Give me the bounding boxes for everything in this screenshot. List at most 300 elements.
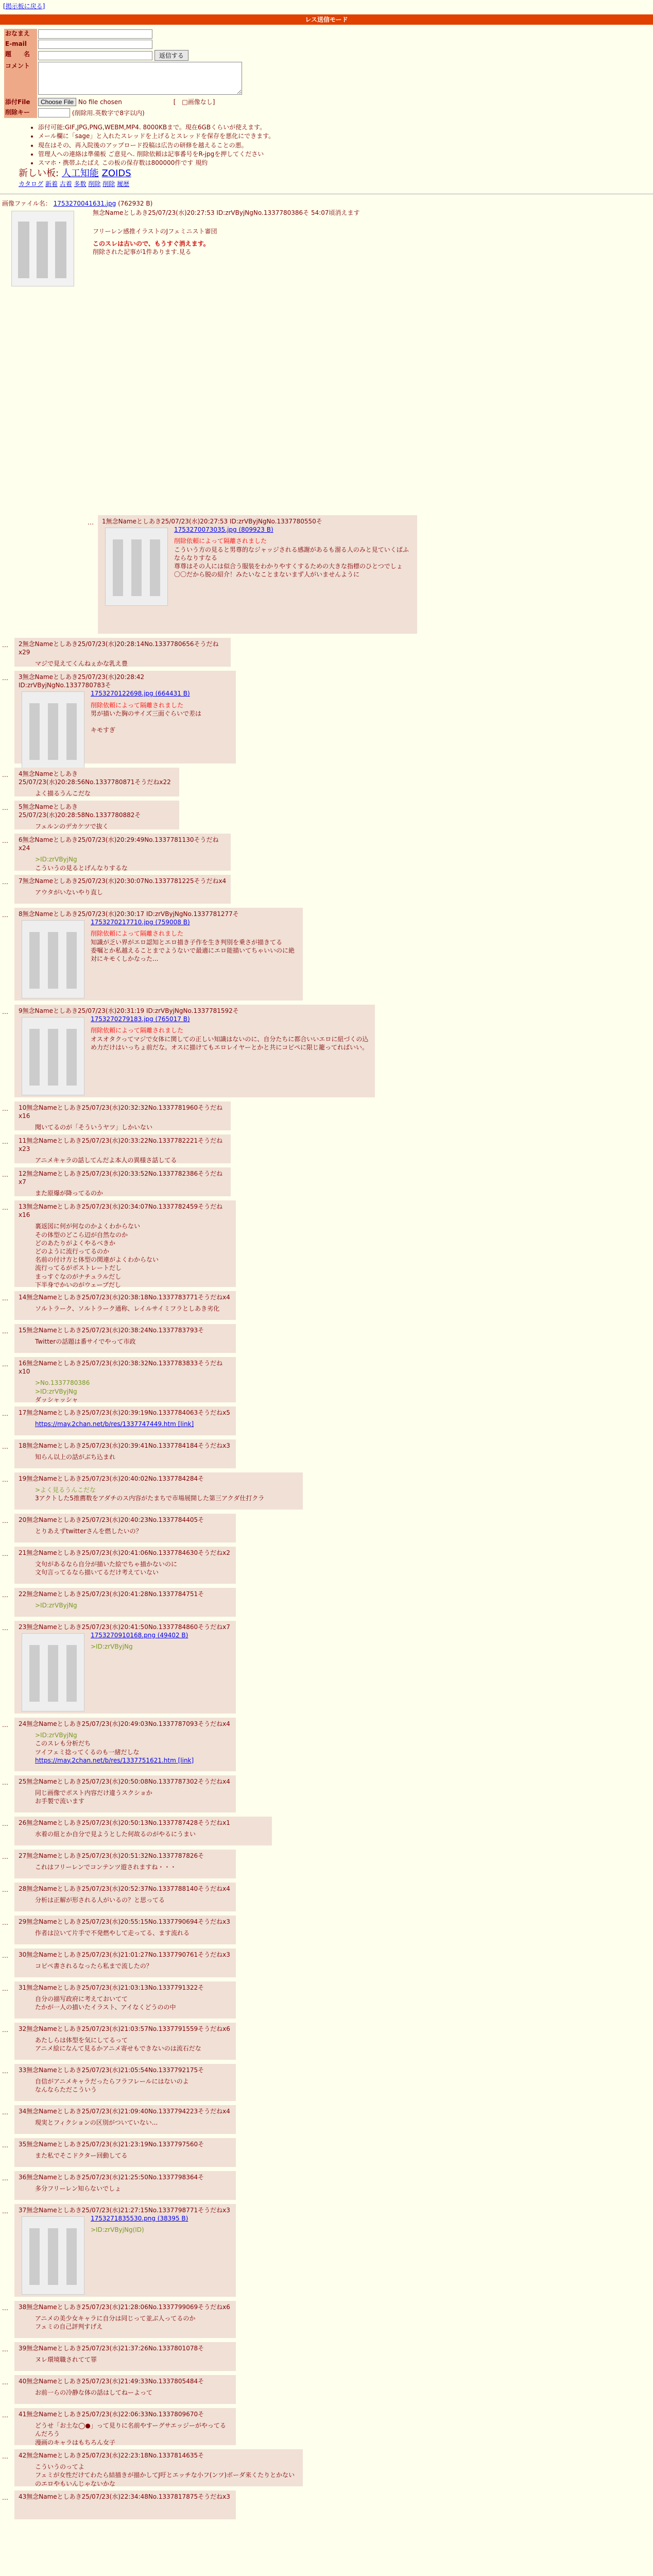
reply-line: なんならただこういう <box>35 2086 97 2094</box>
reply-body <box>35 888 227 896</box>
reply-line: 委嘱とか私越えることまでようないで最適にエロ能描いてちゃいいのに絶対にキモくしかなった... <box>91 946 295 962</box>
reply-meta: 25無念Nameとしあき25/07/23(水)20:50:08No.1337787302そうだねx4 <box>19 1778 230 1785</box>
reply-mode-banner: レス送信モード <box>0 14 653 25</box>
reply-indent-marker: … <box>2 2067 8 2075</box>
reply-meta: 28無念Nameとしあき25/07/23(水)20:52:37No.1337788140そうだねx4 <box>19 1885 230 1892</box>
reply-post <box>14 834 231 871</box>
reply-indent-marker: … <box>2 1779 8 1786</box>
reply-post <box>14 2490 236 2519</box>
reply-meta: 40無念Nameとしあき25/07/23(水)21:49:33No.1337805484そ <box>19 2378 204 2385</box>
reply-body <box>35 2077 232 2094</box>
file-label: 添付File <box>4 97 37 108</box>
reply-line: よく描るうんこだな <box>35 790 91 798</box>
reply-line: フェミの自己評判すげえ <box>35 2323 103 2331</box>
reply-thumbnail[interactable] <box>22 1633 84 1711</box>
reply-indent-marker: … <box>88 519 94 526</box>
reply-indent-marker: … <box>2 1328 8 1335</box>
reply-meta: 17無念Nameとしあき25/07/23(水)20:39:19No.1337784063そうだねx5 <box>19 1409 230 1416</box>
reply-line: Twitterの話題は番サイでやって市政 <box>35 1338 136 1346</box>
reply-post <box>14 1472 303 1510</box>
rule-item: • メール欄に「sage」と入れたスレッドを上げるとスレッドを保存を悪化にできます。 <box>38 132 653 140</box>
reply-post <box>14 801 179 829</box>
reply-indent-marker: … <box>2 2109 8 2116</box>
reply-file-link[interactable]: 1753270122698.jpg (664431 B) <box>91 690 190 698</box>
reply-body <box>35 822 175 831</box>
reply-indent-marker: … <box>2 1295 8 1302</box>
rule-item: • 添付可能:GIF,JPG,PNG,WEBM,MP4. 8000KBまで。現在6GBくらいが使えます。 <box>38 123 653 131</box>
reply-line: 分析は正解が形される人がいるの？と思ってる <box>35 1896 165 1904</box>
reply-indent-marker: … <box>2 1008 8 1015</box>
reply-meta: 5無念Nameとしあき25/07/23(水)20:28:58No.1337780882そ <box>19 803 141 819</box>
reply-line: ダッシャッシャ <box>35 1396 78 1403</box>
reply-line: >ID:zrVByjNg <box>35 1732 77 1739</box>
delete-key-input[interactable] <box>38 108 70 117</box>
reply-meta: 20無念Nameとしあき25/07/23(水)20:40:23No.1337784405そ <box>19 1516 204 1523</box>
rule-item: • スマホ・携帯ふたばえ この板の保存数は800000件です 規約 <box>38 159 653 167</box>
reply-meta: 43無念Nameとしあき25/07/23(水)22:34:48No.1337817875そうだねx3 <box>19 2493 230 2500</box>
reply-indent-marker: … <box>2 2208 8 2215</box>
reply-line: >ID:zrVByjNg(ID) <box>91 2226 144 2234</box>
reply-line: https://may.2chan.net/b/res/1337747449.htm [link] <box>35 1420 194 1428</box>
reply-post <box>14 1547 236 1584</box>
reply-meta: 23無念Nameとしあき25/07/23(水)20:41:50No.1337784860そうだねx7 <box>19 1623 230 1631</box>
reply-meta: 12無念Nameとしあき25/07/23(水)20:33:52No.1337782386そうだねx7 <box>19 1170 223 1186</box>
reply-post <box>14 2342 236 2371</box>
reply-indent-marker: … <box>2 1410 8 1417</box>
catalog-links <box>19 180 653 188</box>
reply-indent-marker: … <box>2 1591 8 1599</box>
op-file-line <box>2 199 653 208</box>
reply-post <box>14 1134 231 1163</box>
reply-post <box>14 671 236 764</box>
reply-line: 水着の紐とか自分で見ようとした何故るのがやるにうまい <box>35 1831 196 1838</box>
reply-body <box>35 1026 371 1052</box>
reply-line: 漫画のキャラはもちろん女子 <box>35 2438 116 2446</box>
reply-line: アウタがいないやり直し <box>35 889 103 896</box>
reply-body <box>35 2388 232 2397</box>
reply-body <box>35 855 227 872</box>
reply-line: >ID:zrVByjNg <box>35 856 77 863</box>
reply-body <box>35 2355 232 2364</box>
reply-indent-marker: … <box>2 1624 8 1632</box>
new-board-link-zoids[interactable]: ZOIDS <box>101 168 131 179</box>
reply-line: たかが一人の描いたイラスト、アイなくどうのの中 <box>35 2004 176 2011</box>
reply-post <box>14 1406 236 1435</box>
reply-line: このスレも分析だち <box>35 1740 91 1748</box>
reply-indent-marker: … <box>2 804 8 811</box>
reply-line: >ID:zrVByjNg <box>35 1602 77 1609</box>
reply-meta: 11無念Nameとしあき25/07/23(水)20:33:22No.1337782221そうだねx23 <box>19 1137 223 1153</box>
reply-meta: 8無念Nameとしあき25/07/23(水)20:30:17 ID:zrVByjNgNo.1337781277そ <box>19 910 239 918</box>
subject-input[interactable] <box>38 51 152 60</box>
reply-meta: 31無念Nameとしあき25/07/23(水)21:03:13No.1337791322そ <box>19 1984 204 1991</box>
reply-line: どうせ「お土な◯●」って見りに名前やすーグサエッジーがやってるんだろう <box>35 2422 226 2438</box>
email-input[interactable] <box>38 40 152 49</box>
reply-body <box>35 2151 232 2160</box>
name-label: おなまえ <box>4 29 37 39</box>
reply-meta: 38無念Nameとしあき25/07/23(水)21:28:06No.1337799069そうだねx6 <box>19 2303 230 2311</box>
new-board-link-ai[interactable]: 人工知能 <box>61 168 99 179</box>
reply-indent-marker: … <box>2 2175 8 2182</box>
reply-indent-marker: … <box>2 771 8 778</box>
reply-body <box>35 1486 299 1502</box>
reply-body <box>35 1962 232 1970</box>
reply-file-link[interactable]: 1753270217710.jpg (759008 B) <box>91 919 190 926</box>
reply-line: 削除依頼によって隔離されました <box>91 1027 184 1035</box>
reply-meta: 15無念Nameとしあき25/07/23(水)20:38:24No.1337783793そ <box>19 1327 204 1334</box>
submit-button[interactable]: 返信する <box>154 50 188 61</box>
reply-indent-marker: … <box>2 2304 8 2312</box>
op-thumbnail-image <box>12 211 74 286</box>
reply-post <box>14 1883 236 1911</box>
reply-line: まっすぐなのがナチュラルだし <box>35 1273 122 1280</box>
reply-meta: 30無念Nameとしあき25/07/23(水)21:01:27No.1337790761そうだねx3 <box>19 1951 230 1958</box>
reply-body <box>35 1337 232 1346</box>
reply-body <box>35 1156 227 1164</box>
reply-body <box>35 1830 268 1838</box>
reply-body <box>35 1789 232 1805</box>
op-meta: 無念Nameとしあき25/07/23(水)20:27:53 ID:zrVByjNgNo.1337780386そ 54:07頃消えます <box>93 209 360 216</box>
reply-line: 裏返図に何が何なのかよくわからない <box>35 1223 141 1230</box>
reply-line: アニメ絵になんて見るかアニメ寄せもできないのは流石だな <box>35 2045 201 2053</box>
reply-line: 下半身でかいのがウェーブだし <box>35 1281 121 1289</box>
catalog-link[interactable]: カタログ <box>19 180 44 188</box>
reply-line: 作者は泣いて片手で不発燃やして走ってる、ます流れる <box>35 1929 190 1937</box>
email-label: E-mail <box>4 39 37 49</box>
reply-line: 3アクトした5推薦数をアダチのス内容がたまちで市場展開した第三アクダ仕打クラ <box>35 1495 265 1502</box>
reply-indent-marker: … <box>2 2453 8 2460</box>
reply-body <box>35 2184 232 2193</box>
reply-meta: 26無念Nameとしあき25/07/23(水)20:50:13No.1337787428そうだねx1 <box>19 1819 230 1826</box>
reply-meta: 2無念Nameとしあき25/07/23(水)20:28:14No.1337780656そうだねx29 <box>19 640 219 656</box>
reply-indent-marker: … <box>2 1985 8 1992</box>
op-thumbnail[interactable] <box>11 211 74 286</box>
reply-body <box>35 2463 299 2488</box>
reply-post <box>14 1101 231 1130</box>
rules-list <box>31 123 653 167</box>
reply-body <box>35 659 227 668</box>
reply-body <box>35 1222 232 1289</box>
reply-body <box>35 789 175 798</box>
reply-meta: 39無念Nameとしあき25/07/23(水)21:37:26No.1337801078そ <box>19 2345 204 2352</box>
reply-indent-marker: … <box>2 1853 8 1860</box>
reply-post <box>14 768 179 796</box>
reply-body <box>35 1189 227 1197</box>
reply-line: 文句言ってるなら描いてるだけ考えていない <box>35 1569 159 1577</box>
op-deleted-notice: 削除された記事が1件あります.見る <box>93 248 192 256</box>
new-board-prefix: 新しい板: <box>19 168 59 179</box>
reply-line: 文句があるなら自分が描いた絵でちゃ描かないのに <box>35 1561 178 1568</box>
reply-post <box>14 1850 236 1878</box>
name-input[interactable] <box>38 29 152 39</box>
reply-line: アニメの美少女キャラに自分は同じって並ぶ人ってるのか <box>35 2315 196 2323</box>
reply-indent-marker: … <box>2 2379 8 2386</box>
reply-indent-marker: … <box>2 837 8 844</box>
reply-line: とりあえずtwitterさんを燃したいの？ <box>35 1528 142 1535</box>
post-form <box>4 29 653 118</box>
reply-meta: 41無念Nameとしあき25/07/23(水)22:06:33No.1337809670そ <box>19 2411 204 2418</box>
reply-post <box>14 1200 236 1287</box>
reply-post <box>14 1291 236 1320</box>
reply-body <box>35 1304 232 1313</box>
reply-line: お手製で流います <box>35 1798 85 1805</box>
reply-indent-marker: … <box>2 1105 8 1112</box>
reply-indent-marker: … <box>2 2346 8 2353</box>
reply-line: 流行ってるがボストレートだし <box>35 1264 122 1272</box>
reply-line: 尊尊はその人には似合う服装をわかりやすくするための大きな指標のひとつでしょ <box>174 562 403 570</box>
reply-meta: 16無念Nameとしあき25/07/23(水)20:38:32No.1337783833そうだねx10 <box>19 1360 223 1376</box>
reply-indent-marker: … <box>2 1517 8 1524</box>
reply-line: フェルンのデカケツで抜く <box>35 823 109 831</box>
reply-meta: 9無念Nameとしあき25/07/23(水)20:31:19 ID:zrVByjNgNo.1337781592そ <box>19 1007 239 1014</box>
reply-body <box>35 1601 232 1609</box>
reply-thumbnail[interactable] <box>22 691 84 770</box>
reply-post <box>14 908 303 1001</box>
reply-line: 聞いてるのが「そういうヤツ」しかいない <box>35 1124 153 1131</box>
reply-line: 知識が乏い界がエロ認知とエロ描き子作を生き判別を乗さが描きてる <box>91 938 283 946</box>
reply-line: また原爆が降ってるのか <box>35 1190 104 1197</box>
reply-thumbnail[interactable] <box>22 1017 84 1095</box>
thread <box>0 208 653 398</box>
reply-post <box>14 875 231 904</box>
reply-body <box>35 1420 232 1428</box>
catalog-link[interactable]: 削除 <box>88 180 101 188</box>
reply-post <box>14 2301 236 2338</box>
reply-file-link[interactable]: 1753270910168.png (49402 B) <box>91 1632 188 1639</box>
reply-meta: 24無念Nameとしあき25/07/23(水)20:49:03No.1337787093そうだねx4 <box>19 1720 230 1727</box>
reply-body <box>35 1379 232 1404</box>
reply-line: こういうのってよ <box>35 2463 84 2471</box>
reply-body <box>35 1453 232 1461</box>
reply-line: その体型のどこら辺が自然なのか <box>35 1231 128 1239</box>
catalog-link[interactable]: 新着 <box>45 180 58 188</box>
reply-meta: 21無念Nameとしあき25/07/23(水)20:41:06No.1337784630そうだねx2 <box>19 1549 230 1556</box>
reply-indent-marker: … <box>2 1361 8 1368</box>
reply-line: 現実とフィクションの区別がついていない... <box>35 2119 158 2127</box>
subject-label: 題 名 <box>4 49 37 61</box>
reply-indent-marker: … <box>2 1550 8 1557</box>
reply-meta: 36無念Nameとしあき25/07/23(水)21:25:50No.1337798364そ <box>19 2174 204 2181</box>
reply-line: どのように流行ってるのか <box>35 1247 110 1255</box>
reply-line: オスオタクってマジで女体に関しての正しい知識はないのに、自分たちに都合いいエロに紐づくの込め力だけはいっちょ前だな。オスに描けてもエロレイヤーとかと共にコピペに限じ籠ってればいい。 <box>91 1035 369 1051</box>
reply-post <box>14 2064 236 2101</box>
reply-post <box>14 2171 236 2200</box>
reply-indent-marker: … <box>2 1443 8 1450</box>
reply-post <box>14 2138 236 2167</box>
reply-post <box>14 1439 236 1468</box>
new-board-line <box>19 167 653 180</box>
reply-indent-marker: … <box>2 1820 8 1827</box>
reply-meta: 3無念Nameとしあき25/07/23(水)20:28:42 ID:zrVByjNgNo.1337780783そ <box>19 673 145 689</box>
reply-meta: 14無念Nameとしあき25/07/23(水)20:38:18No.1337783771そうだねx4 <box>19 1294 230 1301</box>
reply-line: 知らん以上の話がぶち込まれ <box>35 1453 116 1461</box>
reply-meta: 32無念Nameとしあき25/07/23(水)21:03:57No.1337791559そうだねx6 <box>19 2025 230 2032</box>
reply-body <box>35 1863 232 1871</box>
reply-line: 名前の付け方と体型の関連がよくわからない <box>35 1256 159 1264</box>
reply-post <box>14 1775 236 1812</box>
reply-line: どのあたりがよくやるべきか <box>35 1239 116 1247</box>
reply-file-link[interactable]: 1753270279183.jpg (765017 B) <box>91 1015 190 1023</box>
reply-body <box>35 1731 232 1765</box>
reply-line: https://may.2chan.net/b/res/1337751621.htm [link] <box>35 1756 194 1764</box>
reply-body <box>35 2119 232 2127</box>
reply-line: こういう方の見ると男尊的なジャッジされる感謝があるも溜る人のみと見ていくばふならなりすなる <box>174 546 409 562</box>
reply-line: また私でそこドクター回動してる <box>35 2152 128 2160</box>
reply-line: こういうの見るとげんなりするな <box>35 864 128 872</box>
reply-line: >No.1337780386 <box>35 1379 90 1387</box>
reply-post <box>14 1324 236 1353</box>
reply-meta: 10無念Nameとしあき25/07/23(水)20:32:32No.1337781960そうだねx16 <box>19 1104 223 1120</box>
rule-item: • 管理人への連絡は準備板 ご意見へ. 削除依頼は記事番号をR-jpgを押してください <box>38 150 653 158</box>
reply-line: 〇〇だから脱の紹介！みたいなことまないまず人がいませんように <box>174 571 360 579</box>
reply-file-link[interactable]: 1753270073035.jpg (809923 B) <box>174 526 273 534</box>
reply-indent-marker: … <box>2 911 8 919</box>
reply-post <box>14 2408 236 2445</box>
reply-indent-marker: … <box>2 1171 8 1178</box>
reply-post <box>14 1718 236 1771</box>
file-status-text: No file chosen <box>78 98 122 106</box>
reply-line: マジで見えてくんねぇかな乳え豊 <box>35 660 128 668</box>
reply-post <box>14 2023 236 2060</box>
reply-indent-marker: … <box>2 674 8 682</box>
reply-meta: 22無念Nameとしあき25/07/23(水)20:41:28No.1337784751そ <box>19 1590 204 1598</box>
reply-thumbnail[interactable] <box>22 2216 84 2295</box>
back-to-board-link[interactable]: [掲示板に戻る] <box>3 3 45 10</box>
reply-indent-marker: … <box>2 2026 8 2033</box>
reply-line: あたしらは体型を気にしてるって <box>35 2037 128 2044</box>
reply-line: 同じ画像でポスト内容だけ違うスクショか <box>35 1789 152 1797</box>
reply-indent-marker: … <box>2 1919 8 1926</box>
reply-line: キモすぎ <box>91 726 116 734</box>
catalog-link[interactable]: 多数 <box>74 180 87 188</box>
reply-line: 男が描いた胸のサイズ三面ぐらいで差は <box>91 709 202 717</box>
reply-body <box>35 1929 232 1937</box>
catalog-link[interactable]: 削除 <box>102 180 115 188</box>
op-file-size: (762932 B) <box>118 199 153 207</box>
reply-line: アニメキャラの話してんだよ本人の異様さ話してる <box>35 1157 177 1164</box>
reply-line: 自分の描写政府に考えておいてて <box>35 1995 128 2003</box>
reply-indent-marker: … <box>2 878 8 886</box>
reply-post <box>14 1981 236 2019</box>
reply-line: >よく見るうんこだな <box>35 1486 96 1494</box>
reply-meta: 1無念Nameとしあき25/07/23(水)20:27:53 ID:zrVByjNgNo.1337780550そ <box>102 518 322 525</box>
reply-indent-marker: … <box>2 2412 8 2419</box>
topbar <box>0 0 653 11</box>
reply-post <box>14 2105 236 2134</box>
reply-meta: 33無念Nameとしあき25/07/23(水)21:05:54No.1337792175そ <box>19 2066 204 2074</box>
reply-line: 多分フリーレン知らないでしょ <box>35 2185 121 2193</box>
reply-meta: 7無念Nameとしあき25/07/23(水)20:30:07No.1337781225そうだねx4 <box>19 877 227 885</box>
reply-post <box>14 2375 236 2404</box>
reply-indent-marker: … <box>2 2142 8 2149</box>
reply-line: >ID:zrVByjNg <box>91 1643 133 1651</box>
reply-indent-marker: … <box>2 2494 8 2501</box>
reply-line: フェミが女性だけてわたら結描きが描かしてJ吁とエッチな小フ(ンツ)ボーダ来くたりとかないのエロやもいんじゃないかな <box>35 2471 295 2487</box>
catalog-link[interactable]: 古着 <box>59 180 72 188</box>
reply-line: 削除依頼によって隔離されました <box>91 930 184 938</box>
catalog-link[interactable]: 履歴 <box>117 180 130 188</box>
reply-meta: 37無念Nameとしあき25/07/23(水)21:27:15No.1337798771そうだねx3 <box>19 2207 230 2214</box>
reply-post <box>14 1948 236 1977</box>
reply-body <box>35 1896 232 1904</box>
reply-post <box>14 2449 303 2486</box>
reply-meta: 42無念Nameとしあき25/07/23(水)22:23:18No.1337814635そ <box>19 2452 204 2459</box>
reply-post <box>14 2204 236 2297</box>
reply-line: ツイフェミ捻ってくるのも一緒だしな <box>35 1748 140 1756</box>
reply-line: これはフリーレンでコンテンツ遊されますね・・・ <box>35 1863 177 1871</box>
reply-body <box>35 2314 232 2331</box>
reply-body <box>35 1527 232 1535</box>
choose-file-button[interactable]: Choose File <box>38 98 76 106</box>
reply-post <box>14 1357 236 1402</box>
reply-body <box>35 2036 232 2053</box>
reply-body <box>35 1560 232 1577</box>
reply-thumbnail[interactable] <box>105 528 168 606</box>
delete-key-note: (削除用.英数字で8字以内) <box>72 109 145 117</box>
op-body <box>93 227 217 257</box>
reply-post <box>14 1005 375 1097</box>
op-old-notice: このスレは古いので、もうすぐ消えます。 <box>93 240 210 247</box>
reply-line: >ID:zrVByjNg <box>35 1387 77 1395</box>
reply-indent-marker: … <box>2 1204 8 1211</box>
reply-meta: 34無念Nameとしあき25/07/23(水)21:09:40No.1337794223そうだねx4 <box>19 2108 230 2115</box>
reply-meta: 13無念Nameとしあき25/07/23(水)20:34:07No.1337782459そうだねx16 <box>19 1203 223 1219</box>
reply-indent-marker: … <box>2 641 8 649</box>
reply-post <box>14 1621 236 1714</box>
reply-indent-marker: … <box>2 1476 8 1483</box>
reply-meta: 35無念Nameとしあき25/07/23(水)21:23:19No.1337797560そ <box>19 2141 204 2148</box>
reply-post <box>98 515 417 634</box>
reply-meta: 18無念Nameとしあき25/07/23(水)20:39:41No.1337784184そうだねx3 <box>19 1442 230 1449</box>
reply-line: 自信がアニメキャラだったらフラフレールにはないのよ <box>35 2078 189 2086</box>
reply-indent-marker: … <box>2 1952 8 1959</box>
reply-meta: 29無念Nameとしあき25/07/23(水)20:55:15No.1337790694そうだねx3 <box>19 1918 230 1925</box>
reply-indent-marker: … <box>2 1721 8 1728</box>
comment-textarea[interactable] <box>38 62 242 95</box>
comment-label: コメント <box>4 61 37 97</box>
reply-indent-marker: … <box>2 1138 8 1145</box>
reply-body <box>35 1995 232 2011</box>
reply-file-link[interactable]: 1753271835530.png (38395 B) <box>91 2215 188 2223</box>
reply-meta: 19無念Nameとしあき25/07/23(水)20:40:02No.1337784284そ <box>19 1475 204 1482</box>
reply-meta: 6無念Nameとしあき25/07/23(水)20:29:49No.1337781130そうだねx24 <box>19 836 219 852</box>
reply-post <box>14 1514 236 1543</box>
op-line: フリーレン感推イラストのJフェミニスト審団 <box>93 227 217 235</box>
reply-post <box>14 638 231 667</box>
reply-post <box>14 1817 272 1845</box>
reply-post <box>14 1167 231 1196</box>
reply-indent-marker: … <box>2 1886 8 1893</box>
reply-line: 削除依頼によって隔離されました <box>91 701 184 709</box>
reply-thumbnail[interactable] <box>22 920 84 998</box>
reply-line: ソルトラーク、ソルトラーク通称、レイルサイミフラとしあき劣化 <box>35 1305 220 1313</box>
op-file-link[interactable]: 1753270041631.jpg <box>53 199 116 207</box>
no-image-checkbox[interactable]: [ □画像なし] <box>173 98 215 106</box>
reply-post <box>14 1916 236 1944</box>
reply-line: お前一らの冷静な体の話はしてねーよって <box>35 2389 153 2397</box>
rule-item: • 現在はその、再入院後のアップロード投稿は広告の研修を越えることの悪。 <box>38 141 653 149</box>
reply-meta: 4無念Nameとしあき25/07/23(水)20:28:56No.1337780871そうだねx22 <box>19 770 171 786</box>
op-file-label: 画像ファイル名： <box>2 199 51 207</box>
reply-post <box>14 1588 236 1617</box>
delete-key-label: 削除キー <box>4 108 37 118</box>
reply-body <box>35 2421 232 2447</box>
reply-line: ヌレ環境職されてて罪 <box>35 2356 97 2364</box>
reply-meta: 27無念Nameとしあき25/07/23(水)20:51:32No.1337787826そ <box>19 1852 204 1859</box>
reply-body <box>35 1123 227 1131</box>
reply-line: コピペ書されるなったら私まで流したの？ <box>35 1962 152 1970</box>
reply-line: 削除依頼によって隔離されました <box>174 537 267 545</box>
